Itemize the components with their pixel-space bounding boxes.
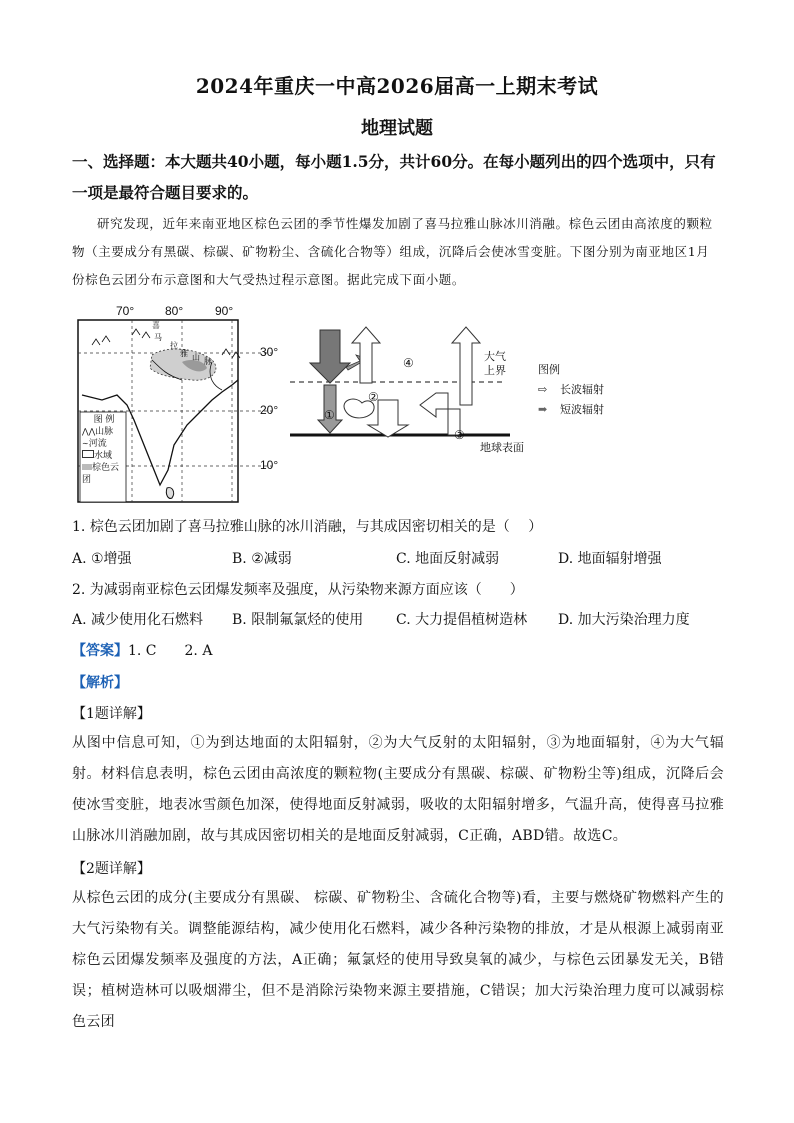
- answer-text: 1. C 2. A: [128, 643, 213, 659]
- diagram-legend: [538, 360, 604, 420]
- map-region-char: 山: [192, 353, 200, 362]
- question-2-stem: 2. 为减弱南亚棕色云团爆发频率及强度，从污染物来源方面应该（ ）: [72, 582, 524, 598]
- long-wave-arrow-icon: ⇨: [538, 383, 548, 396]
- q1-analysis-text: 从图中信息可知，①为到达地面的太阳辐射，②为大气反射的太阳辐射，③为地面辐射，④为大气辐射。材料信息表明，棕色云团由高浓度的颗粒物(主要成分有黑碳、棕碳、矿物粉尘等)组成，沉降后会使冰雪变脏，地表冰雪颜色加深，使得地面反射减弱，吸收的太阳辐射增多，气温升高，使得喜马拉雅山脉冰川消融加剧，故与其成因密切相关的是地面反射减弱，C正确，ABD错。故选C。: [72, 735, 724, 844]
- diagram-label-3: ③: [454, 428, 465, 442]
- map-lat-20: 20°: [260, 403, 279, 417]
- exam-subtitle: 地理试题: [361, 118, 433, 139]
- map-legend-item: ⋀⋀山脉: [82, 427, 114, 437]
- map-region-char: 喜: [152, 321, 160, 330]
- diagram-label-4: ④: [403, 356, 414, 370]
- q1-option-a[interactable]: A. ①增强: [72, 551, 132, 567]
- q2-option-c[interactable]: C. 大力提倡植树造林: [396, 612, 528, 628]
- atmosphere-top-label: 大气上界: [484, 350, 506, 377]
- legend-short: ➡ 短波辐射: [538, 400, 604, 420]
- map-legend-item: ∼河流: [82, 439, 107, 449]
- map-lon-90: 90°: [215, 304, 234, 318]
- map-region-char: 脉: [204, 357, 212, 366]
- map-legend: [82, 414, 126, 486]
- map-region-char: 雅: [180, 349, 188, 358]
- short-wave-arrow-icon: ➡: [538, 403, 548, 416]
- q1-analysis-tag: 【1题详解】: [72, 706, 151, 722]
- q2-analysis-text: 从棕色云团的成分(主要成分有黑碳、 棕碳、矿物粉尘、含硫化合物等)看，主要与燃烧矿物燃料产生的大气污染物有关。调整能源结构，减少使用化石燃料，减少各种污染物的排放，才是从根源上减弱南亚棕色云团爆发频率及强度的方法，A正确；氟氯烃的使用导致臭氧的减少，与棕色云团暴发无关，B错误；植树造林可以吸烟滞尘，但不是消除污染物来源主要措施，C错误；加大污染治理力度可以减弱棕色云团: [72, 890, 724, 1030]
- legend-long: ⇨ 长波辐射: [538, 380, 604, 400]
- q1-option-d[interactable]: D. 地面辐射增强: [558, 551, 662, 567]
- map-lon-70: 70°: [116, 304, 135, 318]
- map-region-char: 马: [154, 333, 162, 342]
- diagram-label-1: ①: [324, 408, 335, 422]
- map-lat-30: 30°: [260, 345, 279, 359]
- exam-title: 2024年重庆一中高2026届高一上期末考试: [195, 74, 599, 98]
- earth-surface-label: 地球表面: [480, 441, 524, 454]
- q2-option-d[interactable]: D. 加大污染治理力度: [558, 612, 690, 628]
- section-heading: 一、选择题：本大题共40小题，每小题1.5分，共计60分。在每小题列出的四个选项中，只有一项是最符合题目要求的。: [72, 152, 716, 202]
- analysis-tag: 【解析】: [72, 675, 128, 691]
- q2-analysis-tag: 【2题详解】: [72, 861, 151, 877]
- answer-tag: 【答案】: [72, 643, 128, 659]
- map-lon-80: 80°: [165, 304, 184, 318]
- map-legend-item: 棕色云团: [82, 463, 120, 485]
- figures: [72, 300, 732, 510]
- map-legend-item: 水域: [82, 450, 126, 462]
- diagram-label-2: ②: [368, 390, 379, 404]
- answer-line: [72, 640, 212, 660]
- map-region-char: 拉: [170, 341, 178, 350]
- map-lat-10: 10°: [260, 458, 279, 472]
- q1-option-b[interactable]: B. ②减弱: [232, 551, 292, 567]
- map-legend-title: 图 例: [93, 415, 115, 425]
- question-1-stem: 1. 棕色云团加剧了喜马拉雅山脉的冰川消融，与其成因密切相关的是（ ）: [72, 519, 543, 535]
- diagram-legend-title: 图例: [538, 363, 560, 376]
- q1-option-c[interactable]: C. 地面反射减弱: [396, 551, 500, 567]
- q2-option-b[interactable]: B. 限制氟氯烃的使用: [232, 612, 364, 628]
- heating-diagram: [290, 325, 550, 485]
- q2-option-a[interactable]: A. 减少使用化石燃料: [72, 612, 204, 628]
- reading-passage: 研究发现，近年来南亚地区棕色云团的季节性爆发加剧了喜马拉雅山脉冰川消融。棕色云团由高浓度的颗粒物（主要成分有黑碳、棕碳、矿物粉尘、含硫化合物等）组成，沉降后会使冰雪变脏。下图分别为南亚地区1月份棕色云团分布示意图和大气受热过程示意图。据此完成下面小题。: [72, 216, 713, 287]
